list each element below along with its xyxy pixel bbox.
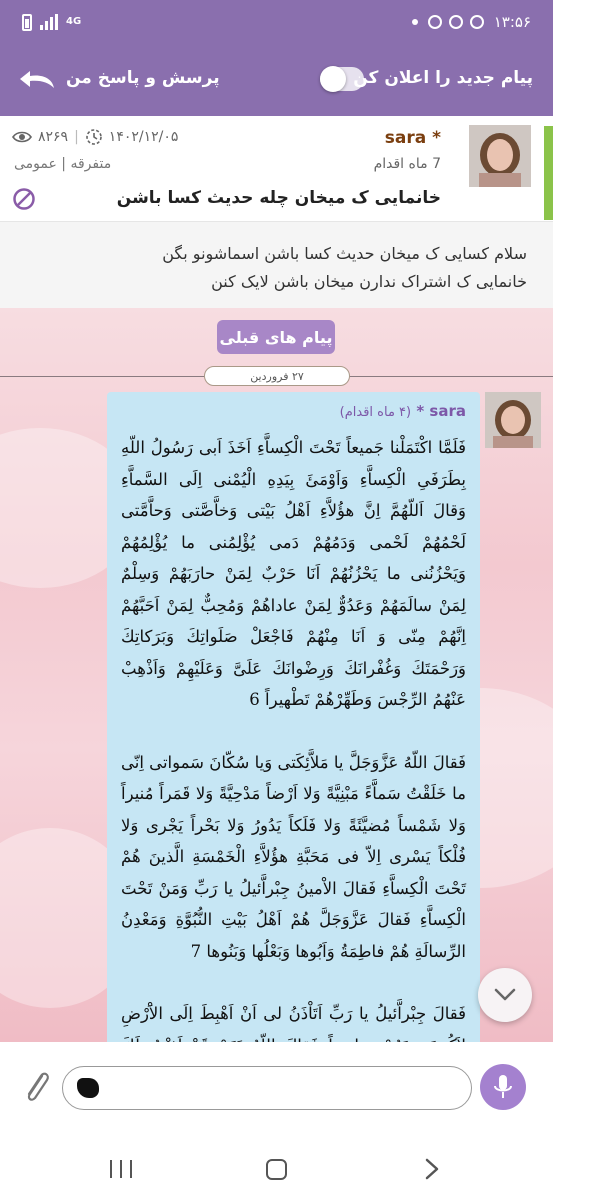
sticker-icon[interactable] — [77, 1078, 99, 1098]
message-sender — [121, 402, 466, 420]
recent-apps-icon[interactable] — [110, 1160, 132, 1178]
mic-icon — [493, 1074, 513, 1100]
signal-icon — [40, 14, 58, 30]
system-nav-bar — [0, 1134, 553, 1200]
chevron-down-icon — [494, 988, 516, 1002]
previous-messages-button[interactable]: پیام های قبلی — [217, 320, 335, 354]
sender-avatar[interactable] — [485, 392, 541, 448]
scroll-down-button[interactable] — [478, 968, 532, 1022]
notification-dot-icon — [412, 19, 418, 25]
post-author[interactable]: sara * — [384, 128, 441, 148]
top-app-bar — [0, 44, 553, 116]
attach-icon[interactable] — [22, 1068, 52, 1106]
date-separator: ۲۷ فروردین — [204, 366, 350, 386]
app-notification-icons — [426, 13, 486, 31]
system-back-icon[interactable] — [424, 1158, 440, 1180]
network-type: 4G — [66, 16, 82, 27]
description-line: خانمایی ک اشتراک ندارن میخان باشن لایک کنن — [211, 272, 527, 291]
block-icon[interactable] — [12, 187, 36, 211]
post-meta: ۸۲۶۹ | ۱۴۰۲/۱۲/۰۵ — [12, 128, 178, 146]
eye-icon — [12, 130, 32, 144]
clock: ۱۳:۵۶ — [493, 13, 531, 31]
toggle-knob — [320, 66, 346, 92]
description-line: سلام کسایی ک میخان حدیث کسا باشن اسماشونو بگن — [162, 244, 527, 263]
message-paragraph: فَلَمَّا اكْتَمَلْنا جَميعاً تَحْتَ الْكِساَّءِ اَخَذَ اَبى رَسُولُ اللّهِ بِطَرَفَىِ الْكِساَّءِ وَاَوْمَئَ بِيَدِهِ الْيُمْنى اِلَى السَّماَّءِ وَقالَ اَللّهُمَّ اِنَّ هؤُلاَّءِ اَهْلُ بَيْتى وَخاَّصَّتى وَحاَّمَّتى لَحْمُهُمْ لَحْمى وَدَمُهُمْ دَمى يُؤْلِمُنى ما يُؤْلِمُهُمْ وَيَحْزُنُنى ما يَحْزُنُهُمْ اَنَا حَرْبٌ لِمَنْ حارَبَهُمْ وَسِلْمٌ لِمَنْ سالَمَهُمْ وَعَدُوٌّ لِمَنْ عاداهُمْ وَمُحِبٌّ لِمَنْ اَحَبَّهُمْ اِنَّهُمْ مِنّى وَ اَنَا مِنْهُمْ فَاجْعَلْ صَلَواتِكَ وَبَرَكاتِكَ وَرَحْمَتَكَ وَغُفْرانَكَ وَرِضْوانَكَ عَلَىَّ وَعَلَيْهِمْ وَاَذْهِبْ عَنْهُمُ الرِّجْسَ وَطَهِّرْهُمْ تَطْهيراً 6 — [121, 438, 466, 709]
message-bubble[interactable] — [107, 392, 480, 1072]
message-paragraph: فَقالَ جِبْراَّئيلُ يا رَبِّ اَتَاْذَنُ لى اَنْ اَهْبِطَ اِلَى الاَْرْضِ — [121, 1004, 466, 1023]
post-description — [0, 222, 553, 308]
clock-icon — [85, 128, 103, 146]
post-accent-bar — [544, 126, 553, 220]
message-paragraph: فَقالَ اللّهُ عَزَّوَجَلَّ يا مَلاَّئِكَتى وَيا سُكّانَ سَمواتى اِنّى ما خَلَقْتُ سَماَّءً مَبْنِيَّةً وَلا اَرْضاً مَدْحِيَّةً وَلا قَمَراً مُنيراً وَلا شَمْساً مُضيَّئَةً وَلا فَلَكاً يَدُورُ وَلا بَحْراً يَجْرى وَلا فُلْكاً يَسْرى اِلاّ فى مَحَبَّةِ هؤُلاَّءِ الْخَمْسَةِ الَّذينَ هُمْ تَحْتَ الْكِساَّءِ فَقالَ الاْمينُ جِبْراَّئيلُ يا رَبِّ وَمَنْ تَحْتَ الْكِساَّءِ فَقالَ عَزَّوَجَلَّ هُمْ اَهْلُ بَيْتِ النُّبُوَّةِ وَمَعْدِنُ الرِّسالَةِ هُمْ فاطِمَةُ وَاَبُوها وَبَعْلُها وَبَنُوها 7 — [121, 752, 466, 961]
post-title: خانمایی ک میخان چله حدیث کسا باشن — [116, 188, 441, 208]
composer-bar — [0, 1042, 553, 1134]
author-avatar[interactable] — [469, 125, 531, 187]
sender-name: sara * — [416, 402, 466, 420]
post-card[interactable] — [0, 116, 553, 222]
sender-time: (۴ ماه اقدام) — [339, 405, 412, 420]
home-icon[interactable] — [266, 1159, 287, 1180]
reply-back-icon[interactable] — [18, 68, 58, 92]
view-count: ۸۲۶۹ — [38, 129, 69, 145]
status-bar — [0, 0, 553, 44]
mic-button[interactable] — [480, 1064, 526, 1110]
message-input[interactable] — [62, 1066, 472, 1110]
post-time-ago: 7 ماه اقدام — [373, 156, 441, 172]
notify-label: پیام جدید را اعلان کن — [353, 68, 533, 88]
post-date: ۱۴۰۲/۱۲/۰۵ — [108, 129, 179, 145]
chat-area[interactable] — [0, 308, 553, 1042]
my-qa-label[interactable]: پرسش و پاسخ من — [66, 68, 220, 88]
post-category[interactable]: متفرقه | عمومی — [14, 156, 112, 172]
battery-icon — [22, 14, 32, 31]
